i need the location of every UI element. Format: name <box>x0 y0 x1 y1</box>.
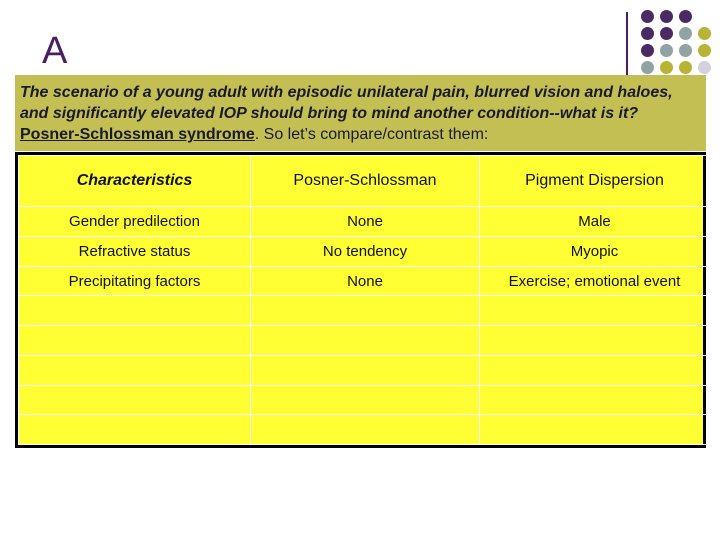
intro-answer-rest: . So let’s compare/contrast them: <box>254 126 489 143</box>
table-row <box>19 236 710 266</box>
decorative-dot <box>679 44 692 57</box>
table-cell: No tendency <box>251 236 480 266</box>
table-cell <box>251 355 480 385</box>
table-cell <box>480 415 710 445</box>
table-cell: Myopic <box>480 236 710 266</box>
header-pigment-dispersion: Pigment Dispersion <box>480 156 710 207</box>
slide-title-letter: A <box>42 30 68 72</box>
decorative-dot <box>698 61 711 74</box>
table-cell: Precipitating factors <box>19 266 251 296</box>
table-row <box>19 326 710 356</box>
decorative-dot <box>698 27 711 40</box>
table-cell: Refractive status <box>19 236 251 266</box>
table-cell <box>480 385 710 415</box>
decorative-dot <box>660 61 673 74</box>
table-cell <box>19 296 251 326</box>
decorative-dot <box>679 10 692 23</box>
intro-text <box>20 82 704 145</box>
intro-answer-name: Posner-Schlossman syndrome <box>20 126 255 143</box>
header-posner-schlossman: Posner-Schlossman <box>251 156 480 207</box>
table-cell <box>480 296 710 326</box>
table-row <box>19 415 710 445</box>
table-cell <box>19 326 251 356</box>
decorative-dot <box>660 10 673 23</box>
decorative-dot <box>660 27 673 40</box>
table-cell <box>480 326 710 356</box>
table-row <box>19 266 710 296</box>
intro-question: The scenario of a young adult with episodic unilateral pain, blurred vision and haloes, and significantly elevated IOP should bring to mind another condition--what is it? <box>20 84 673 122</box>
table-cell <box>251 296 480 326</box>
decorative-dot <box>641 61 654 74</box>
table-cell <box>251 385 480 415</box>
table-row <box>19 207 710 237</box>
decorative-dot <box>679 27 692 40</box>
decorative-divider-line <box>626 12 628 80</box>
table-cell <box>480 355 710 385</box>
table-cell: None <box>251 266 480 296</box>
table-cell: Gender predilection <box>19 207 251 237</box>
table-cell <box>251 415 480 445</box>
decorative-dot <box>641 10 654 23</box>
table-cell: Exercise; emotional event <box>480 266 710 296</box>
table-row <box>19 296 710 326</box>
decorative-dot <box>698 44 711 57</box>
table-row <box>19 355 710 385</box>
table-cell <box>251 326 480 356</box>
header-characteristics: Characteristics <box>19 156 251 207</box>
decorative-dot <box>641 44 654 57</box>
decorative-dot <box>660 44 673 57</box>
decorative-dot <box>641 27 654 40</box>
table-row <box>19 385 710 415</box>
decorative-dot <box>679 61 692 74</box>
table-header-row <box>19 156 710 207</box>
comparison-table <box>15 152 706 448</box>
table-cell <box>19 415 251 445</box>
table-cell: Male <box>480 207 710 237</box>
table-cell <box>19 385 251 415</box>
table-cell: None <box>251 207 480 237</box>
table-cell <box>19 355 251 385</box>
